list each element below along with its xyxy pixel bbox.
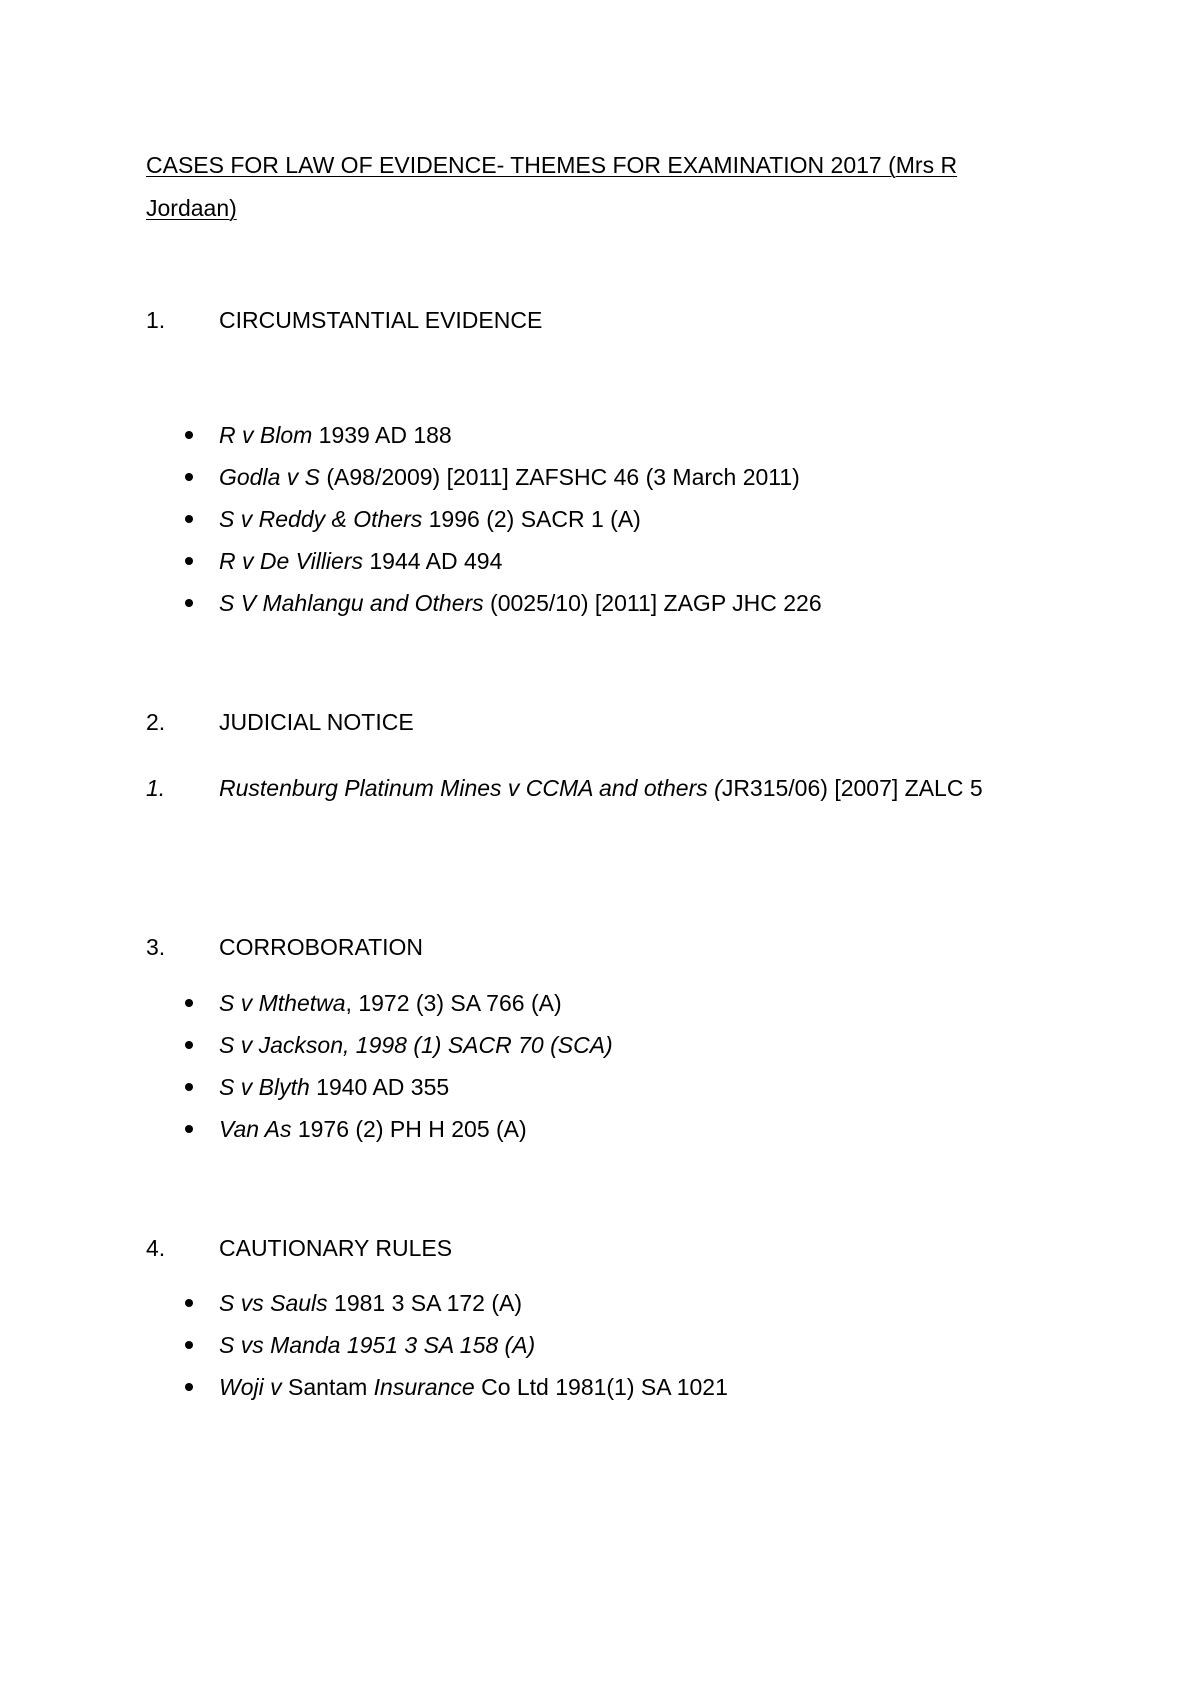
case-name: Woji v <box>219 1374 282 1400</box>
item-number: 1. <box>146 775 166 801</box>
case-name: S v Reddy & Others <box>219 506 423 532</box>
list-item <box>146 1072 613 1114</box>
case-name: S v Blyth <box>219 1074 310 1100</box>
list-item <box>146 1288 728 1330</box>
case-name: S vs Sauls <box>219 1290 328 1316</box>
case-citation: 1944 AD 494 <box>363 548 503 574</box>
bullet-icon <box>185 473 193 481</box>
case-name: Rustenburg Platinum Mines v CCMA and others ( <box>219 775 722 801</box>
list-item <box>146 988 613 1030</box>
section-number: 1. <box>146 307 166 333</box>
section-number: 3. <box>146 934 166 960</box>
case-name: S V Mahlangu and Others <box>219 590 484 616</box>
case-text: Santam <box>281 1374 374 1400</box>
list-item <box>146 462 822 504</box>
section-title: CIRCUMSTANTIAL EVIDENCE <box>219 307 543 333</box>
bullet-icon <box>185 1125 193 1133</box>
section-title: CORROBORATION <box>219 934 424 960</box>
bullet-icon <box>185 1083 193 1091</box>
case-name: Van As <box>219 1116 292 1142</box>
case-citation: 1981 3 SA 172 (A) <box>327 1290 523 1316</box>
section-title: CAUTIONARY RULES <box>219 1235 453 1261</box>
case-name: S v Mthetwa <box>219 990 346 1016</box>
bullet-icon <box>185 1383 193 1391</box>
case-citation: JR315/06) [2007] ZALC 5 <box>721 775 983 801</box>
case-name: R v De Villiers <box>219 548 363 574</box>
bullet-icon <box>185 1041 193 1049</box>
section-heading-judicial-notice <box>146 707 414 737</box>
section-heading-cautionary-rules <box>146 1233 452 1263</box>
bullet-icon <box>185 999 193 1007</box>
case-citation: 1940 AD 355 <box>309 1074 450 1100</box>
case-name-part: Insurance <box>373 1374 475 1400</box>
case-name: R v Blom <box>219 422 313 448</box>
case-name: Godla v S <box>219 464 320 490</box>
list-item <box>146 420 822 462</box>
case-citation: 1939 AD 188 <box>312 422 452 448</box>
bullet-icon <box>185 1299 193 1307</box>
bullet-icon <box>185 515 193 523</box>
bullet-icon <box>185 431 193 439</box>
case-citation: 1976 (2) PH H 205 (A) <box>291 1116 527 1142</box>
case-list-corroboration <box>146 988 613 1156</box>
case-name: S v Jackson, 1998 (1) SACR 70 (SCA) <box>219 1032 613 1058</box>
list-item <box>146 546 822 588</box>
document-title: CASES FOR LAW OF EVIDENCE- THEMES FOR EXAMINATION 2017 (Mrs R Jordaan) <box>146 152 958 221</box>
case-citation: (0025/10) [2011] ZAGP JHC 226 <box>483 590 822 616</box>
list-item <box>146 1114 613 1156</box>
section-heading-circumstantial-evidence <box>146 305 542 335</box>
bullet-icon <box>185 557 193 565</box>
bullet-icon <box>185 599 193 607</box>
list-item <box>146 1030 613 1072</box>
section-number: 4. <box>146 1235 166 1261</box>
section-title: JUDICIAL NOTICE <box>219 709 414 735</box>
case-list-cautionary-rules <box>146 1288 728 1414</box>
numbered-case-item <box>146 767 1066 809</box>
list-item <box>146 1372 728 1414</box>
list-item <box>146 588 822 630</box>
list-item <box>146 1330 728 1372</box>
case-citation: Co Ltd 1981(1) SA 1021 <box>474 1374 728 1400</box>
section-number: 2. <box>146 709 166 735</box>
bullet-icon <box>185 1341 193 1349</box>
case-list-circumstantial-evidence <box>146 420 822 630</box>
section-heading-corroboration <box>146 932 423 962</box>
case-citation: , 1972 (3) SA 766 (A) <box>345 990 562 1016</box>
case-name: S vs Manda 1951 3 SA 158 (A) <box>219 1332 536 1358</box>
case-citation: 1996 (2) SACR 1 (A) <box>422 506 641 532</box>
case-citation: (A98/2009) [2011] ZAFSHC 46 (3 March 2011) <box>320 464 800 490</box>
list-item <box>146 504 822 546</box>
